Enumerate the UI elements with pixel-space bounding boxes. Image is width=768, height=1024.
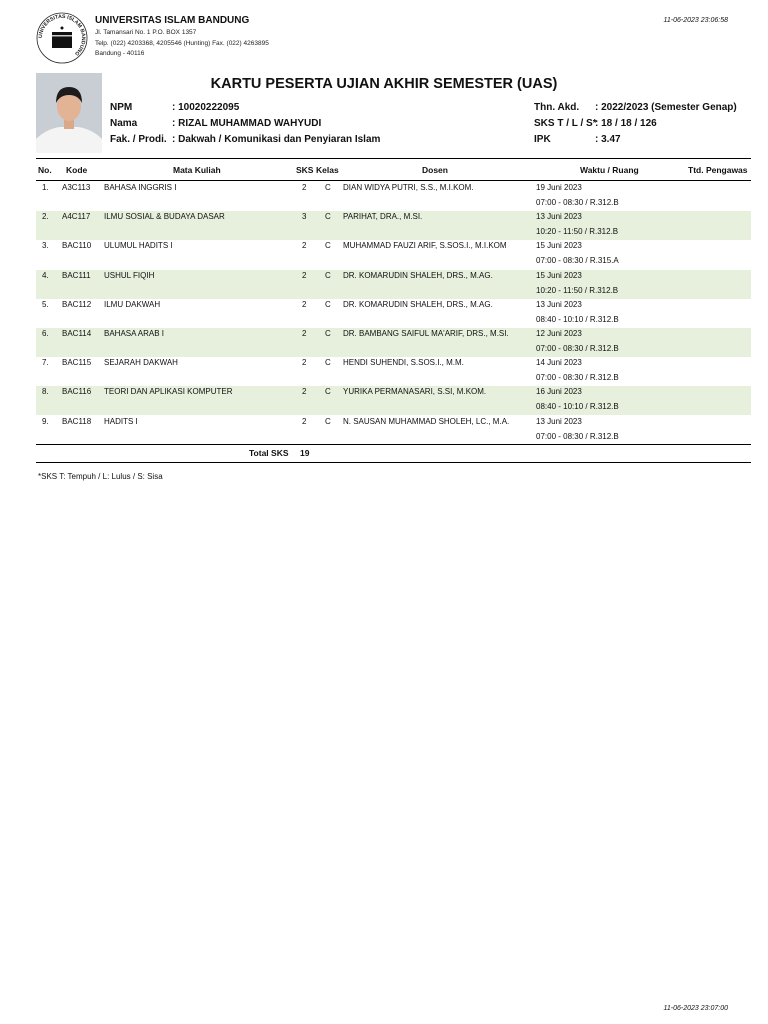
total-sks-label: Total SKS bbox=[249, 448, 289, 458]
student-photo bbox=[36, 73, 102, 153]
table-header-rule bbox=[36, 180, 751, 181]
row-course: HADITS I bbox=[104, 416, 138, 426]
table-row bbox=[36, 299, 751, 328]
row-time-room: 10:20 - 11:50 / R.312.B bbox=[536, 285, 619, 295]
table-bottom-rule bbox=[36, 462, 751, 463]
logo-text: UNIVERSITAS ISLAM BANDUNG bbox=[37, 13, 87, 57]
phone-line: Telp. (022) 4203368, 4205546 (Hunting) Fax. (022) 4263895 bbox=[95, 40, 269, 47]
row-sks: 2 bbox=[302, 416, 307, 426]
row-sks: 2 bbox=[302, 270, 307, 280]
name-value: : RIZAL MUHAMMAD WAHYUDI bbox=[172, 118, 322, 129]
row-no: 5. bbox=[42, 299, 49, 309]
row-class: C bbox=[325, 270, 331, 280]
row-time-room: 10:20 - 11:50 / R.312.B bbox=[536, 227, 619, 237]
row-course: ULUMUL HADITS I bbox=[104, 241, 173, 251]
university-logo bbox=[36, 12, 88, 64]
npm-value: : 10020222095 bbox=[172, 102, 240, 113]
academic-year-value: : 2022/2023 (Semester Genap) bbox=[595, 102, 737, 113]
row-date: 16 Juni 2023 bbox=[536, 387, 582, 397]
row-no: 7. bbox=[42, 358, 49, 368]
row-lecturer: N. SAUSAN MUHAMMAD SHOLEH, LC., M.A. bbox=[343, 416, 510, 426]
table-rows-end-rule bbox=[36, 444, 751, 445]
row-time-room: 07:00 - 08:30 / R.312.B bbox=[536, 431, 619, 441]
table-row bbox=[36, 270, 751, 299]
table-row bbox=[36, 386, 751, 415]
faculty-value: : Dakwah / Komunikasi dan Penyiaran Islam bbox=[172, 134, 381, 145]
sks-value: : 18 / 18 / 126 bbox=[595, 118, 657, 129]
row-time-room: 08:40 - 10:10 / R.312.B bbox=[536, 402, 619, 412]
print-timestamp-bottom: 11-06-2023 23:07:00 bbox=[663, 1005, 728, 1012]
row-sks: 2 bbox=[302, 183, 307, 192]
row-class: C bbox=[325, 358, 331, 368]
table-top-rule bbox=[36, 158, 751, 159]
row-no: 9. bbox=[42, 416, 49, 426]
table-row bbox=[36, 328, 751, 357]
academic-year-label: Thn. Akd. bbox=[534, 102, 580, 113]
row-time-room: 07:00 - 08:30 / R.315.A bbox=[536, 256, 619, 266]
faculty-label: Fak. / Prodi. bbox=[110, 134, 167, 145]
row-course: BAHASA ARAB I bbox=[104, 329, 165, 338]
row-sks: 2 bbox=[302, 299, 307, 309]
row-code: A4C117 bbox=[62, 212, 91, 222]
row-code: BAC115 bbox=[62, 358, 92, 368]
ipk-label: IPK bbox=[534, 134, 551, 145]
row-code: BAC111 bbox=[62, 270, 91, 280]
row-sks: 2 bbox=[302, 329, 307, 338]
total-sks-value: 19 bbox=[300, 448, 310, 458]
row-no: 8. bbox=[42, 387, 49, 397]
row-code: BAC112 bbox=[62, 299, 92, 309]
col-header-sks: SKS bbox=[296, 165, 314, 175]
row-code: BAC116 bbox=[62, 387, 92, 397]
row-date: 13 Juni 2023 bbox=[536, 212, 582, 222]
sks-label: SKS T / L / S* bbox=[534, 118, 597, 129]
row-date: 15 Juni 2023 bbox=[536, 270, 582, 280]
row-date: 13 Juni 2023 bbox=[536, 299, 582, 309]
row-lecturer: YURIKA PERMANASARI, S.SI, M.KOM. bbox=[343, 387, 487, 397]
row-sks: 3 bbox=[302, 212, 307, 222]
row-time-room: 07:00 - 08:30 / R.312.B bbox=[536, 198, 619, 207]
print-timestamp-top: 11-06-2023 23:06:58 bbox=[663, 17, 728, 24]
row-class: C bbox=[325, 183, 331, 192]
university-name: UNIVERSITAS ISLAM BANDUNG bbox=[95, 15, 250, 26]
table-row bbox=[36, 211, 751, 240]
col-header-code: Kode bbox=[66, 165, 88, 175]
col-header-class: Kelas bbox=[316, 165, 339, 175]
row-class: C bbox=[325, 329, 331, 338]
row-time-room: 07:00 - 08:30 / R.312.B bbox=[536, 373, 619, 383]
row-date: 19 Juni 2023 bbox=[536, 183, 582, 192]
sks-footnote: *SKS T: Tempuh / L: Lulus / S: Sisa bbox=[38, 472, 163, 481]
row-no: 3. bbox=[42, 241, 49, 251]
card-title: KARTU PESERTA UJIAN AKHIR SEMESTER (UAS) bbox=[210, 76, 558, 92]
row-no: 2. bbox=[42, 212, 49, 222]
row-course: ILMU DAKWAH bbox=[104, 299, 161, 309]
col-header-time-room: Waktu / Ruang bbox=[580, 165, 639, 175]
name-label: Nama bbox=[110, 118, 138, 129]
row-sks: 2 bbox=[302, 241, 307, 251]
row-course: SEJARAH DAKWAH bbox=[104, 358, 178, 368]
row-course: USHUL FIQIH bbox=[104, 270, 155, 280]
row-class: C bbox=[325, 387, 331, 397]
row-lecturer: DIAN WIDYA PUTRI, S.S., M.I.KOM. bbox=[343, 183, 474, 192]
row-class: C bbox=[325, 299, 331, 309]
table-row bbox=[36, 357, 751, 386]
row-class: C bbox=[325, 212, 331, 222]
row-class: C bbox=[325, 416, 331, 426]
ipk-value: : 3.47 bbox=[595, 134, 621, 145]
row-lecturer: HENDI SUHENDI, S.SOS.I., M.M. bbox=[343, 358, 464, 368]
row-lecturer: DR. KOMARUDIN SHALEH, DRS., M.AG. bbox=[343, 270, 493, 280]
row-class: C bbox=[325, 241, 331, 251]
row-date: 12 Juni 2023 bbox=[536, 329, 582, 338]
table-row bbox=[36, 416, 751, 445]
row-time-room: 08:40 - 10:10 / R.312.B bbox=[536, 314, 619, 324]
row-date: 13 Juni 2023 bbox=[536, 416, 582, 426]
address-line: Jl. Tamansari No. 1 P.O. BOX 1357 bbox=[95, 29, 197, 36]
row-code: BAC118 bbox=[62, 416, 92, 426]
city-line: Bandung - 40116 bbox=[95, 50, 145, 57]
row-no: 6. bbox=[42, 329, 49, 338]
row-lecturer: DR. KOMARUDIN SHALEH, DRS., M.AG. bbox=[343, 299, 493, 309]
col-header-lecturer: Dosen bbox=[422, 165, 448, 175]
row-date: 15 Juni 2023 bbox=[536, 241, 582, 251]
col-header-no: No. bbox=[38, 165, 52, 175]
row-code: A3C113 bbox=[62, 183, 91, 192]
row-lecturer: DR. BAMBANG SAIFUL MA'ARIF, DRS., M.SI. bbox=[343, 329, 509, 338]
row-course: BAHASA INGGRIS I bbox=[104, 183, 177, 192]
row-no: 1. bbox=[42, 183, 49, 192]
table-row bbox=[36, 182, 751, 211]
row-code: BAC110 bbox=[62, 241, 92, 251]
npm-label: NPM bbox=[110, 102, 133, 113]
col-header-supervisor-sign: Ttd. Pengawas bbox=[688, 165, 748, 175]
row-course: TEORI DAN APLIKASI KOMPUTER bbox=[104, 387, 233, 397]
row-time-room: 07:00 - 08:30 / R.312.B bbox=[536, 344, 619, 353]
row-sks: 2 bbox=[302, 387, 307, 397]
col-header-course: Mata Kuliah bbox=[173, 165, 221, 175]
table-row bbox=[36, 240, 751, 269]
row-code: BAC114 bbox=[62, 329, 92, 338]
row-course: ILMU SOSIAL & BUDAYA DASAR bbox=[104, 212, 225, 222]
row-sks: 2 bbox=[302, 358, 307, 368]
row-lecturer: MUHAMMAD FAUZI ARIF, S.SOS.I., M.I.KOM bbox=[343, 241, 507, 251]
row-no: 4. bbox=[42, 270, 49, 280]
row-lecturer: PARIHAT, DRA., M.SI. bbox=[343, 212, 423, 222]
row-date: 14 Juni 2023 bbox=[536, 358, 582, 368]
